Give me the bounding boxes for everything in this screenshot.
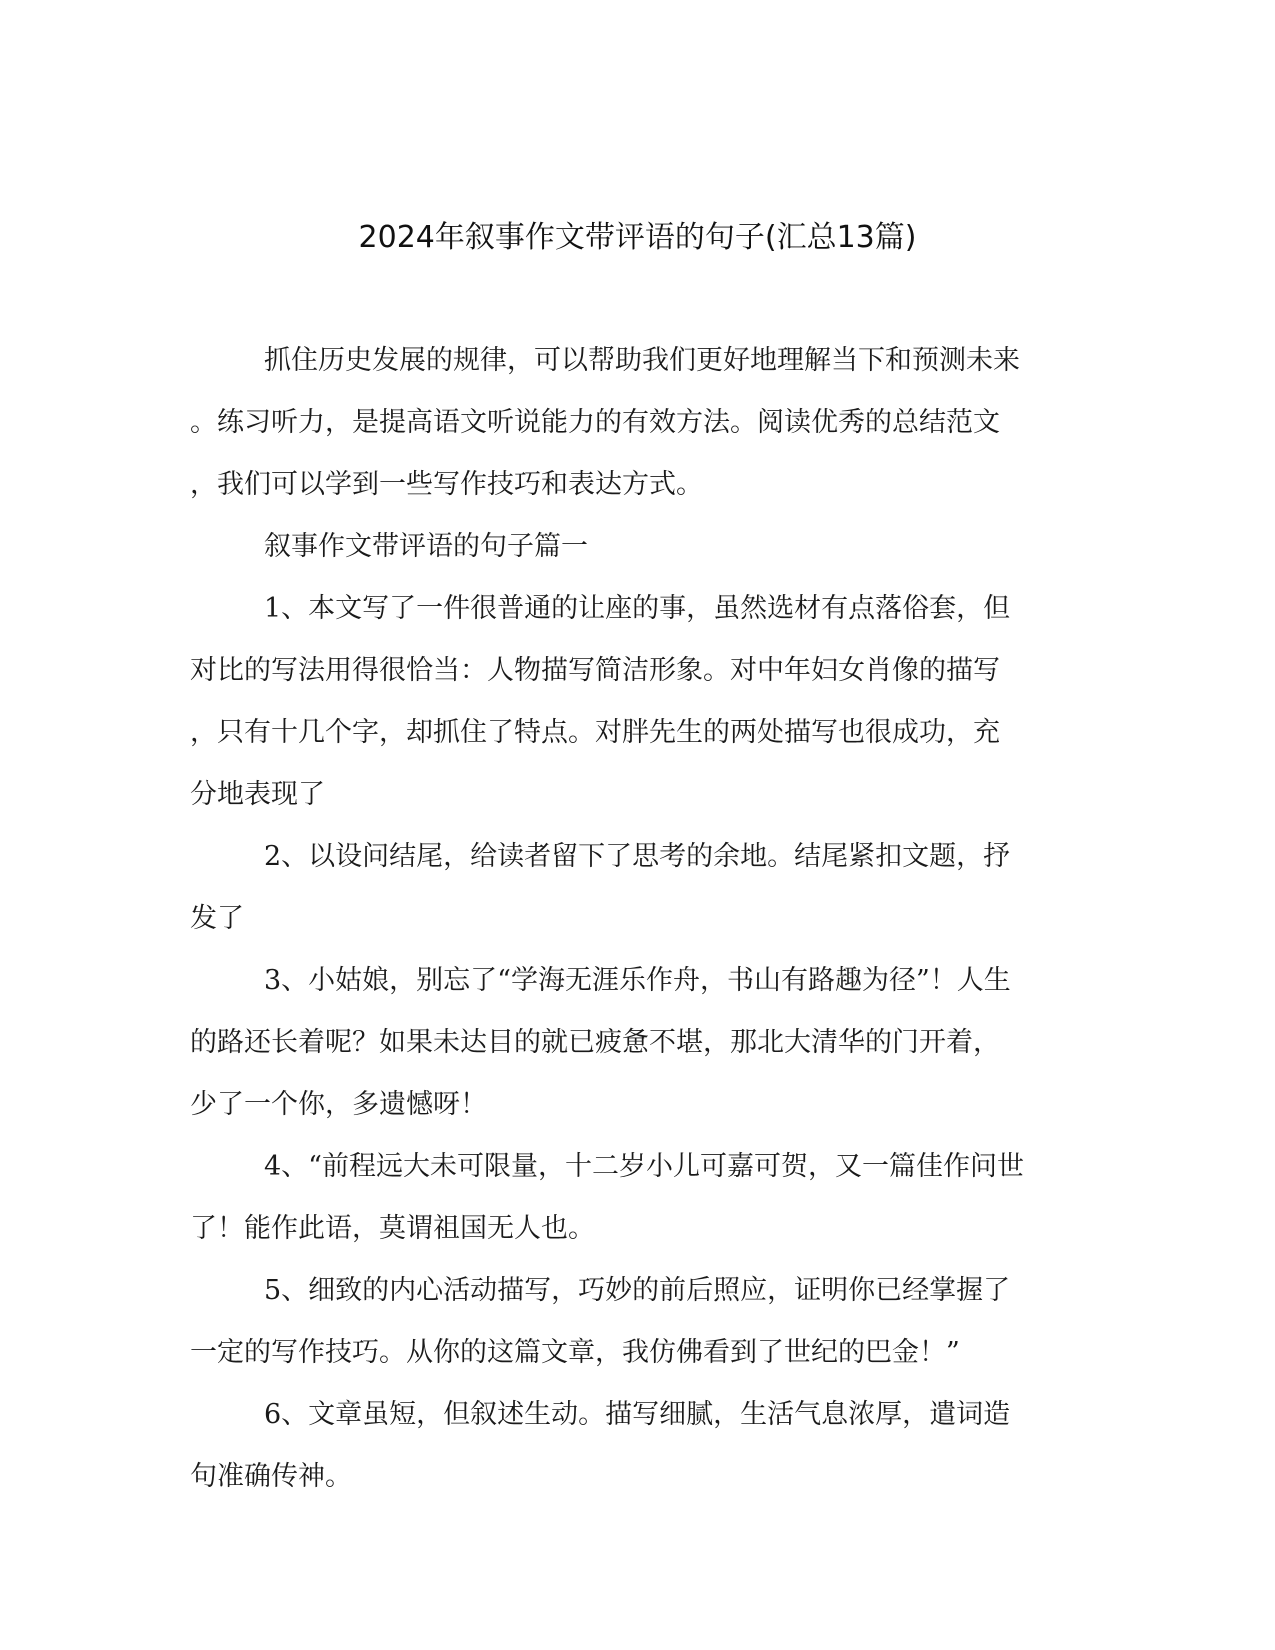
text-line: ，只有十几个字，却抓住了特点。对胖先生的两处描写也很成功，充 [190, 717, 1000, 748]
document-title: 2024年叙事作文带评语的句子(汇总13篇) [358, 220, 917, 255]
text-line: 分地表现了 [190, 779, 325, 810]
text-line: 少了一个你，多遗憾呀！ [190, 1089, 487, 1120]
text-line: 句准确传神。 [190, 1461, 352, 1492]
text-line: 3、小姑娘，别忘了“学海无涯乐作舟，书山有路趣为径”！人生 [264, 965, 1011, 996]
text-line: 4、“前程远大未可限量，十二岁小儿可嘉可贺，又一篇佳作问世 [264, 1151, 1024, 1182]
text-line: 5、细致的内心活动描写，巧妙的前后照应，证明你已经掌握了 [264, 1275, 1011, 1306]
text-line: 2、以设问结尾，给读者留下了思考的余地。结尾紧扣文题，抒 [264, 841, 1011, 872]
text-line: 一定的写作技巧。从你的这篇文章，我仿佛看到了世纪的巴金！” [190, 1337, 960, 1368]
text-line: 发了 [190, 903, 244, 934]
section-heading: 叙事作文带评语的句子篇一 [264, 531, 588, 562]
text-line: 。练习听力，是提高语文听说能力的有效方法。阅读优秀的总结范文 [190, 407, 1000, 438]
text-line: 1、本文写了一件很普通的让座的事，虽然选材有点落俗套，但 [264, 593, 1011, 624]
text-line: 6、文章虽短，但叙述生动。描写细腻，生活气息浓厚，遣词造 [264, 1399, 1011, 1430]
text-line: 了！能作此语，莫谓祖国无人也。 [190, 1213, 595, 1244]
text-line: 的路还长着呢？如果未达目的就已疲惫不堪，那北大清华的门开着， [190, 1027, 1000, 1058]
document-body [190, 330, 1090, 1508]
text-line: ，我们可以学到一些写作技巧和表达方式。 [190, 469, 703, 500]
text-line: 抓住历史发展的规律，可以帮助我们更好地理解当下和预测未来 [264, 345, 1020, 376]
text-line: 对比的写法用得很恰当：人物描写简洁形象。对中年妇女肖像的描写 [190, 655, 1000, 686]
